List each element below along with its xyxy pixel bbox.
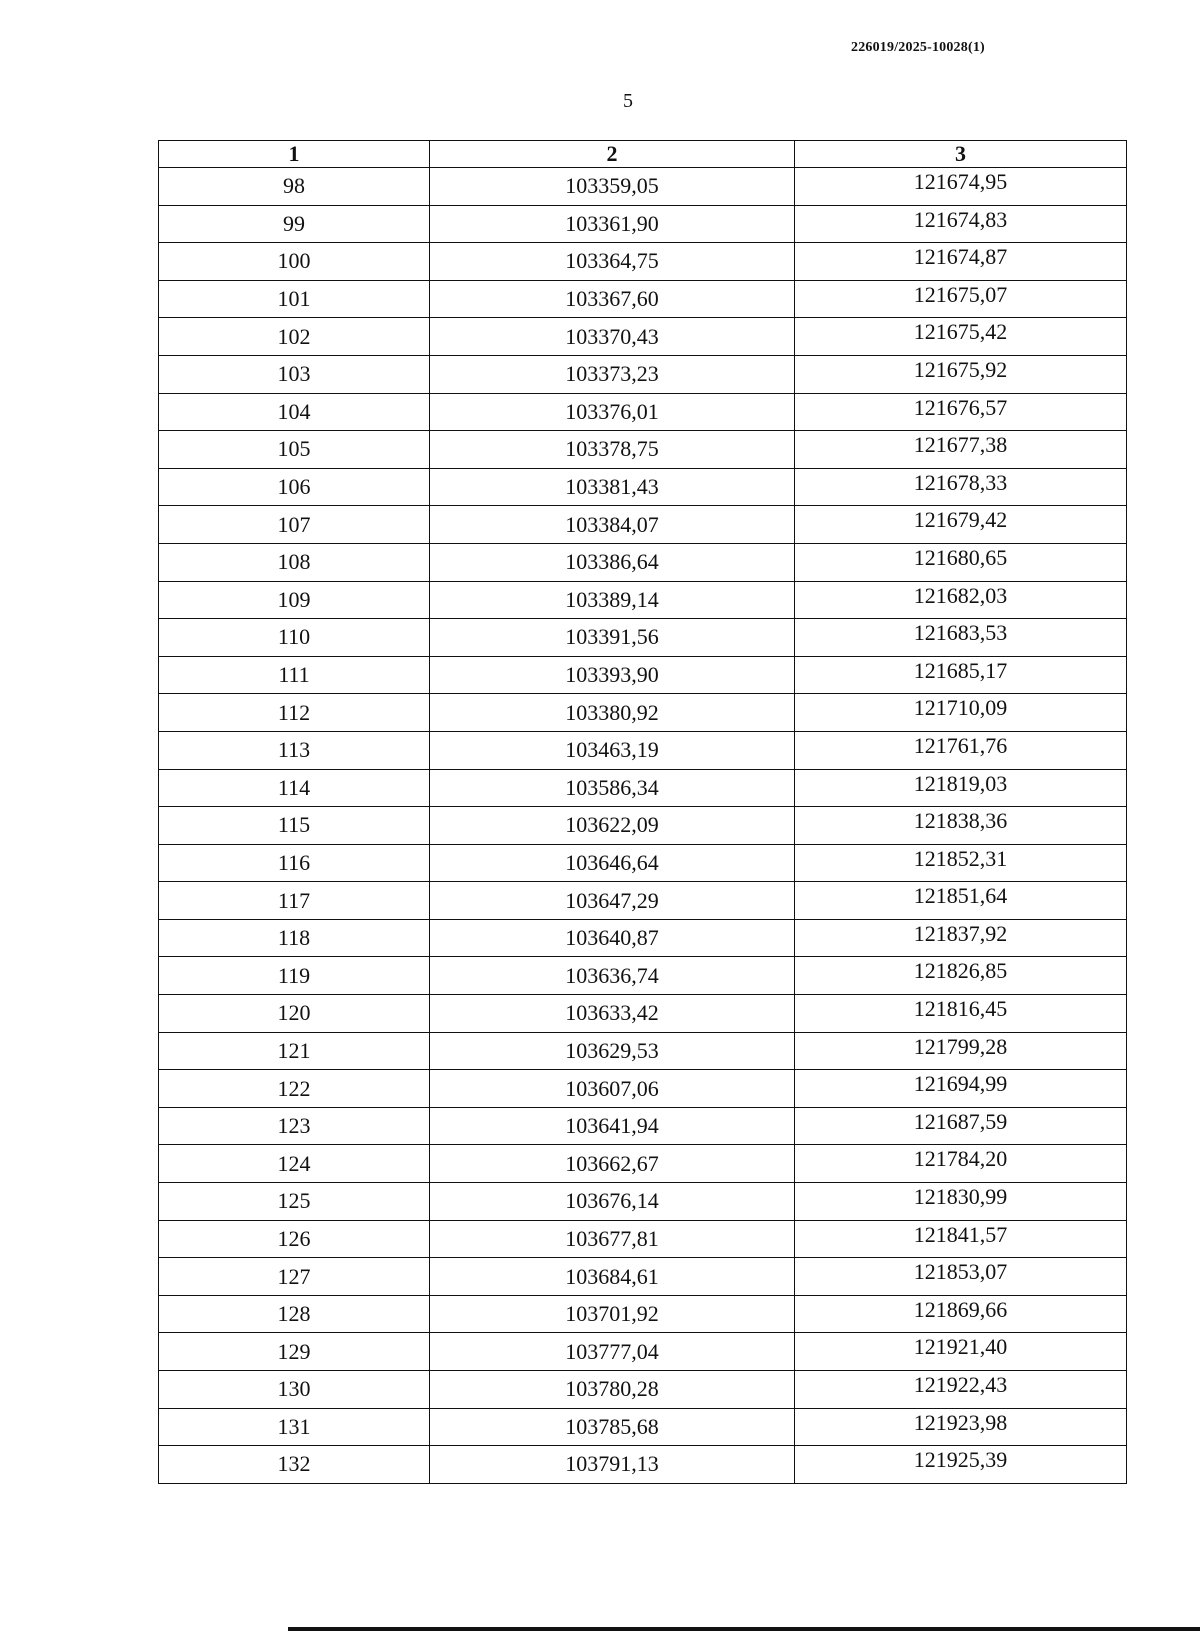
column-header-2: 2 bbox=[430, 141, 795, 168]
table-cell-col2: 103389,14 bbox=[430, 581, 795, 619]
document-number: 226019/2025-10028(1) bbox=[851, 40, 985, 55]
table-cell-col2: 103777,04 bbox=[430, 1333, 795, 1371]
table-row bbox=[159, 882, 1127, 920]
table-row bbox=[159, 957, 1127, 995]
table-cell-col2: 103785,68 bbox=[430, 1408, 795, 1446]
table-cell-col1: 122 bbox=[159, 1070, 430, 1108]
table-cell-col1: 116 bbox=[159, 844, 430, 882]
table-cell-col1: 119 bbox=[159, 957, 430, 995]
table-cell-col1: 117 bbox=[159, 882, 430, 920]
table-cell-col2: 103622,09 bbox=[430, 807, 795, 845]
table-row bbox=[159, 1408, 1127, 1446]
table-cell-col3: 121710,09 bbox=[795, 694, 1127, 732]
table-cell-col3: 121678,33 bbox=[795, 468, 1127, 506]
table-cell-col1: 108 bbox=[159, 543, 430, 581]
table-cell-col2: 103370,43 bbox=[430, 318, 795, 356]
table-row bbox=[159, 1258, 1127, 1296]
table-cell-col1: 128 bbox=[159, 1295, 430, 1333]
table-row bbox=[159, 1107, 1127, 1145]
table-cell-col3: 121826,85 bbox=[795, 957, 1127, 995]
table-cell-col2: 103780,28 bbox=[430, 1371, 795, 1409]
table-cell-col2: 103380,92 bbox=[430, 694, 795, 732]
table-cell-col2: 103361,90 bbox=[430, 205, 795, 243]
table-cell-col1: 124 bbox=[159, 1145, 430, 1183]
table-row bbox=[159, 656, 1127, 694]
table-cell-col2: 103641,94 bbox=[430, 1107, 795, 1145]
table-cell-col3: 121852,31 bbox=[795, 844, 1127, 882]
table-cell-col1: 126 bbox=[159, 1220, 430, 1258]
table-cell-col3: 121674,95 bbox=[795, 168, 1127, 206]
table-cell-col2: 103607,06 bbox=[430, 1070, 795, 1108]
table-cell-col1: 103 bbox=[159, 355, 430, 393]
table-row bbox=[159, 731, 1127, 769]
table-header-row bbox=[159, 141, 1127, 168]
table-cell-col3: 121682,03 bbox=[795, 581, 1127, 619]
table-cell-col1: 109 bbox=[159, 581, 430, 619]
table-cell-col2: 103677,81 bbox=[430, 1220, 795, 1258]
table-cell-col1: 106 bbox=[159, 468, 430, 506]
table-cell-col2: 103701,92 bbox=[430, 1295, 795, 1333]
table-cell-col1: 99 bbox=[159, 205, 430, 243]
table-cell-col2: 103378,75 bbox=[430, 431, 795, 469]
table-cell-col1: 130 bbox=[159, 1371, 430, 1409]
table-cell-col2: 103373,23 bbox=[430, 355, 795, 393]
table-cell-col2: 103646,64 bbox=[430, 844, 795, 882]
table-row bbox=[159, 1295, 1127, 1333]
table-cell-col3: 121680,65 bbox=[795, 543, 1127, 581]
table-cell-col2: 103633,42 bbox=[430, 995, 795, 1033]
table-row bbox=[159, 243, 1127, 281]
table-cell-col1: 107 bbox=[159, 506, 430, 544]
table-cell-col2: 103384,07 bbox=[430, 506, 795, 544]
table-row bbox=[159, 318, 1127, 356]
table-row bbox=[159, 581, 1127, 619]
table-cell-col3: 121830,99 bbox=[795, 1183, 1127, 1221]
table-row bbox=[159, 1145, 1127, 1183]
table-cell-col3: 121674,83 bbox=[795, 205, 1127, 243]
table-cell-col1: 129 bbox=[159, 1333, 430, 1371]
table-row bbox=[159, 205, 1127, 243]
table-cell-col1: 113 bbox=[159, 731, 430, 769]
table-row bbox=[159, 619, 1127, 657]
table-cell-col2: 103376,01 bbox=[430, 393, 795, 431]
bottom-scan-rule bbox=[288, 1627, 1200, 1631]
table-row bbox=[159, 995, 1127, 1033]
table-cell-col1: 98 bbox=[159, 168, 430, 206]
table-cell-col1: 125 bbox=[159, 1183, 430, 1221]
table-cell-col3: 121851,64 bbox=[795, 882, 1127, 920]
table-cell-col2: 103791,13 bbox=[430, 1446, 795, 1484]
table-cell-col2: 103364,75 bbox=[430, 243, 795, 281]
table-cell-col3: 121784,20 bbox=[795, 1145, 1127, 1183]
table-cell-col1: 110 bbox=[159, 619, 430, 657]
table-cell-col2: 103676,14 bbox=[430, 1183, 795, 1221]
table-cell-col3: 121677,38 bbox=[795, 431, 1127, 469]
table-cell-col2: 103629,53 bbox=[430, 1032, 795, 1070]
table-row bbox=[159, 1032, 1127, 1070]
table-cell-col1: 132 bbox=[159, 1446, 430, 1484]
table-cell-col2: 103647,29 bbox=[430, 882, 795, 920]
table-row bbox=[159, 694, 1127, 732]
table-cell-col3: 121685,17 bbox=[795, 656, 1127, 694]
table-cell-col3: 121683,53 bbox=[795, 619, 1127, 657]
table-cell-col2: 103640,87 bbox=[430, 919, 795, 957]
table-cell-col2: 103381,43 bbox=[430, 468, 795, 506]
table-cell-col1: 131 bbox=[159, 1408, 430, 1446]
table-cell-col3: 121922,43 bbox=[795, 1371, 1127, 1409]
table-row bbox=[159, 1333, 1127, 1371]
table-cell-col3: 121799,28 bbox=[795, 1032, 1127, 1070]
table-cell-col1: 127 bbox=[159, 1258, 430, 1296]
table-cell-col3: 121819,03 bbox=[795, 769, 1127, 807]
table-cell-col3: 121921,40 bbox=[795, 1333, 1127, 1371]
table-cell-col1: 123 bbox=[159, 1107, 430, 1145]
table-cell-col2: 103463,19 bbox=[430, 731, 795, 769]
table-row bbox=[159, 168, 1127, 206]
table-cell-col1: 112 bbox=[159, 694, 430, 732]
table-row bbox=[159, 1070, 1127, 1108]
table-header bbox=[159, 141, 1127, 168]
table-cell-col1: 120 bbox=[159, 995, 430, 1033]
table-row bbox=[159, 919, 1127, 957]
table-cell-col2: 103391,56 bbox=[430, 619, 795, 657]
table-cell-col3: 121841,57 bbox=[795, 1220, 1127, 1258]
table-cell-col3: 121761,76 bbox=[795, 731, 1127, 769]
table-row bbox=[159, 769, 1127, 807]
table-cell-col3: 121687,59 bbox=[795, 1107, 1127, 1145]
table-row bbox=[159, 1371, 1127, 1409]
table-cell-col2: 103359,05 bbox=[430, 168, 795, 206]
table-cell-col1: 111 bbox=[159, 656, 430, 694]
table-cell-col2: 103586,34 bbox=[430, 769, 795, 807]
table-row bbox=[159, 844, 1127, 882]
table-cell-col3: 121838,36 bbox=[795, 807, 1127, 845]
table-row bbox=[159, 543, 1127, 581]
page-number: 5 bbox=[623, 90, 633, 112]
table-cell-col1: 104 bbox=[159, 393, 430, 431]
table-cell-col1: 115 bbox=[159, 807, 430, 845]
table-cell-col3: 121853,07 bbox=[795, 1258, 1127, 1296]
table-cell-col1: 101 bbox=[159, 280, 430, 318]
table-row bbox=[159, 807, 1127, 845]
table-cell-col3: 121923,98 bbox=[795, 1408, 1127, 1446]
table-cell-col2: 103662,67 bbox=[430, 1145, 795, 1183]
table-cell-col2: 103684,61 bbox=[430, 1258, 795, 1296]
table-row bbox=[159, 1446, 1127, 1484]
table-cell-col1: 121 bbox=[159, 1032, 430, 1070]
table-cell-col3: 121675,92 bbox=[795, 355, 1127, 393]
table-cell-col1: 105 bbox=[159, 431, 430, 469]
table-cell-col2: 103636,74 bbox=[430, 957, 795, 995]
table-row bbox=[159, 280, 1127, 318]
table-row bbox=[159, 431, 1127, 469]
table-cell-col3: 121675,07 bbox=[795, 280, 1127, 318]
column-header-1: 1 bbox=[159, 141, 430, 168]
table-cell-col2: 103386,64 bbox=[430, 543, 795, 581]
table-row bbox=[159, 355, 1127, 393]
column-header-3: 3 bbox=[795, 141, 1127, 168]
table-cell-col2: 103367,60 bbox=[430, 280, 795, 318]
table-row bbox=[159, 393, 1127, 431]
table-row bbox=[159, 1220, 1127, 1258]
table-cell-col3: 121675,42 bbox=[795, 318, 1127, 356]
table-cell-col1: 100 bbox=[159, 243, 430, 281]
table-cell-col1: 114 bbox=[159, 769, 430, 807]
table-row bbox=[159, 468, 1127, 506]
table-cell-col1: 118 bbox=[159, 919, 430, 957]
coordinates-table bbox=[158, 140, 1127, 1484]
table-body bbox=[159, 168, 1127, 1484]
table-cell-col1: 102 bbox=[159, 318, 430, 356]
table-row bbox=[159, 506, 1127, 544]
table-cell-col3: 121925,39 bbox=[795, 1446, 1127, 1484]
table-cell-col3: 121674,87 bbox=[795, 243, 1127, 281]
table-cell-col3: 121837,92 bbox=[795, 919, 1127, 957]
table-row bbox=[159, 1183, 1127, 1221]
table-cell-col3: 121816,45 bbox=[795, 995, 1127, 1033]
table-cell-col3: 121679,42 bbox=[795, 506, 1127, 544]
table-cell-col2: 103393,90 bbox=[430, 656, 795, 694]
table-cell-col3: 121676,57 bbox=[795, 393, 1127, 431]
table-cell-col3: 121869,66 bbox=[795, 1295, 1127, 1333]
table-cell-col3: 121694,99 bbox=[795, 1070, 1127, 1108]
